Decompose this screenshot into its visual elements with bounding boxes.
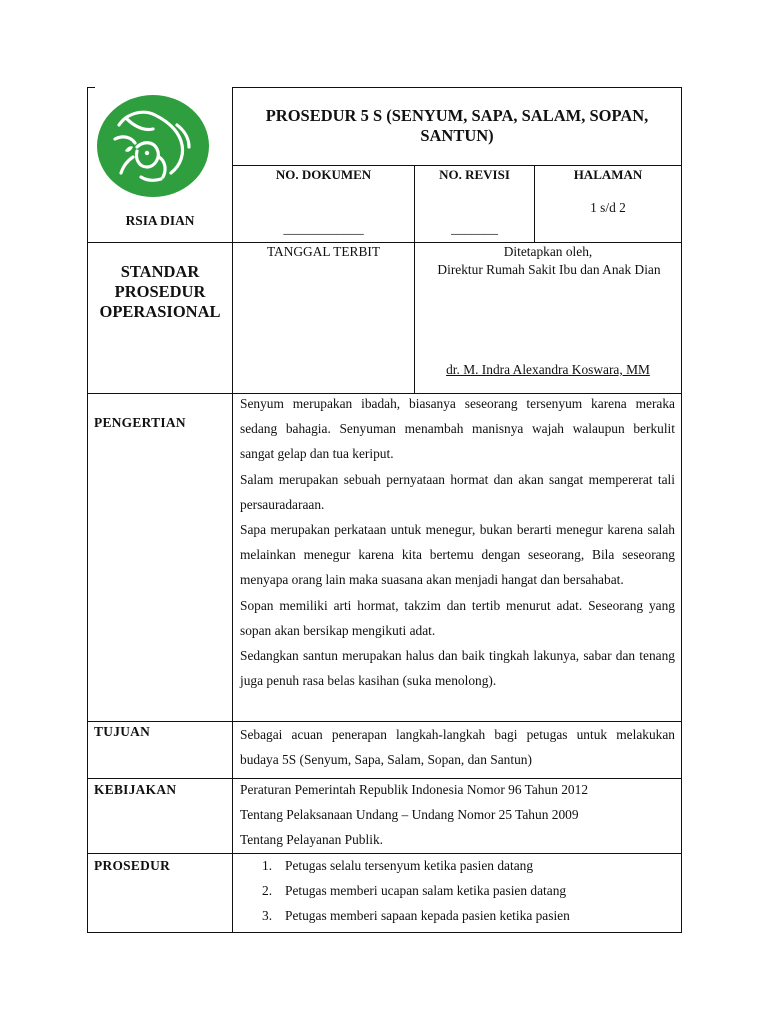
docnum-row-divider: [87, 242, 682, 243]
tujuan-body: Sebagai acuan penerapan langkah-langkah bagi petugas untuk melakukan budaya 5S (Senyum, Sapa, Salam, Sopan, dan Santun): [240, 727, 675, 768]
issue-date-label: TANGGAL TERBIT: [266, 244, 381, 259]
procedure-title: PROSEDUR 5 S (SENYUM, SAPA, SALAM, SOPAN, SANTUN): [265, 106, 649, 145]
pengertian-paragraph: Senyum merupakan ibadah, biasanya seseorang tersenyum karena meraka sedang bahagia. Senyuman menambah manisnya wajah walaupun berkulit sangat gelap dan tua keriput.: [240, 396, 675, 462]
doc-number-label: NO. DOKUMEN: [275, 167, 372, 182]
tujuan-label: TUJUAN: [94, 724, 151, 739]
step-text: Petugas memberi ucapan salam ketika pasien datang: [285, 883, 567, 898]
prosedur-label: PROSEDUR: [94, 858, 171, 873]
kebijakan-line: Tentang Pelaksanaan Undang – Undang Nomor 25 Tahun 2009: [240, 807, 579, 823]
title-divider: [232, 165, 682, 166]
approved-intro: Ditetapkan oleh,: [503, 244, 593, 259]
revision-value: _______: [451, 221, 498, 236]
kebijakan-line: Tentang Pelayanan Publik.: [240, 832, 383, 848]
step-number: 2.: [262, 883, 273, 898]
revision-label: NO. REVISI: [439, 167, 510, 182]
pengertian-paragraph: Sedangkan santun merupakan halus dan baik tingkah lakunya, sabar dan tenang juga penuh rasa belas kasihan (suka menolong).: [240, 648, 675, 689]
institution-name: RSIA DIAN: [125, 213, 195, 228]
pengertian-paragraph: Sapa merupakan perkataan untuk menegur, bukan berarti menegur karena salah melainkan menegur karena kita bertemu dengan seseorang, Bila seseorang menyapa orang lain maka suasana akan menjadi hangat dan bersahabat.: [240, 522, 675, 588]
list-item: [262, 903, 570, 928]
docnum-col-divider-1: [414, 165, 415, 394]
frame-bottom: [87, 932, 682, 933]
page-label: HALAMAN: [573, 167, 643, 182]
step-number: 3.: [262, 908, 273, 923]
signatory-name: dr. M. Indra Alexandra Koswara, MM: [446, 362, 650, 377]
frame-top-left-tick: [87, 87, 95, 88]
kebijakan-body: [240, 777, 675, 853]
kebijakan-line: Peraturan Pemerintah Republik Indonesia Nomor 96 Tahun 2012: [240, 782, 589, 797]
doc-number-value: ____________: [283, 221, 364, 236]
frame-right: [681, 87, 682, 933]
pengertian-label: PENGERTIAN: [94, 415, 186, 430]
step-text: Petugas memberi sapaan kepada pasien ketika pasien: [285, 908, 570, 923]
hospital-logo: [97, 95, 212, 198]
approved-by: Direktur Rumah Sakit Ibu dan Anak Dian: [437, 262, 661, 277]
kebijakan-label: KEBIJAKAN: [94, 782, 177, 797]
list-item: [262, 878, 570, 903]
pengertian-body: [240, 391, 675, 693]
frame-top: [232, 87, 682, 88]
column-divider: [232, 87, 233, 933]
page-value: 1 s/d 2: [590, 200, 626, 215]
step-text: Petugas selalu tersenyum ketika pasien datang: [285, 858, 534, 873]
list-item: [262, 853, 570, 878]
pengertian-paragraph: Salam merupakan sebuah pernyataan hormat dan akan sangat mempererat tali persauradaraan.: [240, 471, 675, 512]
prosedur-steps: [262, 853, 570, 928]
sop-heading: STANDAR PROSEDUR OPERASIONAL: [99, 262, 221, 321]
step-number: 1.: [262, 858, 273, 873]
pengertian-paragraph: Sopan memiliki arti hormat, takzim dan tertib menurut adat. Seseorang yang sopan akan bersikap mengikuti adat.: [240, 597, 675, 638]
